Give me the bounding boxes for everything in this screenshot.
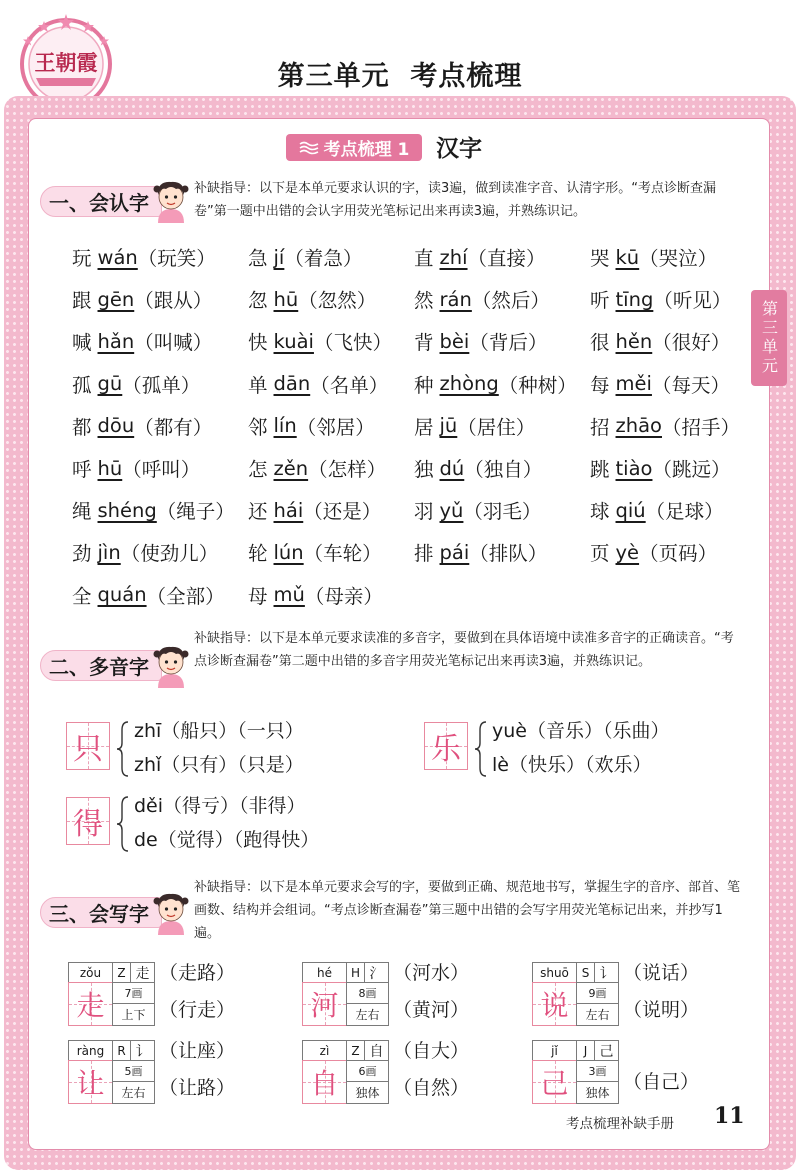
hanzi-char: 然 (414, 289, 434, 313)
tianzige-box (68, 1060, 113, 1104)
brace (116, 720, 130, 778)
example-word: （自大） (393, 1040, 470, 1062)
card-structure: 上下 (112, 1003, 155, 1026)
example-word: （邻居） (296, 415, 375, 439)
pinyin: wán (97, 245, 138, 269)
example-word: （母亲） (304, 584, 383, 608)
pinyin: lún (273, 540, 304, 564)
card-pinyin: hé (302, 962, 347, 983)
hanzi-char: 每 (590, 373, 610, 397)
polyphone-group (66, 795, 366, 855)
logo-text: 王朝霞 (34, 51, 98, 75)
recognize-char-grid (66, 236, 770, 616)
pinyin: jìn (97, 540, 121, 564)
pinyin: hǎn (97, 329, 135, 353)
hanzi-char: 怎 (248, 458, 268, 482)
example-word: （排队） (469, 542, 548, 566)
guide-text-recognize: 补缺指导：以下是本单元要求认识的字，读3遍，做到读准字音、认清字形。“考点诊断查漏卷”第一题中出错的会认字用荧光笔标记出来再读3遍，并熟练识记。 (194, 181, 717, 219)
write-char-card (532, 1040, 722, 1104)
pinyin: qiú (615, 498, 646, 522)
hanzi-char: 孤 (72, 373, 92, 397)
hanzi-char: 忽 (248, 289, 268, 313)
example-word: （羽毛） (463, 500, 542, 524)
kid-face-icon (150, 177, 192, 225)
pinyin: jí (273, 245, 285, 269)
hanzi-char: 种 (414, 373, 434, 397)
example-word: （每天） (651, 373, 730, 397)
pinyin: gū (97, 372, 123, 396)
pinyin: mǔ (273, 583, 305, 607)
pinyin: bèi (439, 329, 470, 353)
char-entry (584, 447, 764, 489)
hanzi-char: 跳 (590, 458, 610, 482)
hanzi-char: 母 (248, 584, 268, 608)
card-structure: 左右 (346, 1003, 389, 1026)
card-initial-letter: S (576, 962, 595, 983)
brace (474, 720, 488, 778)
char-entry (66, 320, 242, 362)
char-entry (584, 363, 764, 405)
section-heading-write: 三、会写字 (40, 897, 162, 928)
pinyin: zhāo (615, 414, 662, 438)
tianzige-box (424, 722, 468, 770)
pinyin: rán (439, 287, 472, 311)
hanzi-char: 居 (414, 415, 434, 439)
hanzi-char: 劲 (72, 542, 92, 566)
card-stroke-count: 3画 (576, 1060, 619, 1082)
polyphone-char: 只 (73, 732, 103, 767)
write-char-card (302, 962, 492, 1026)
char-entry (242, 489, 408, 531)
char-entry (584, 531, 764, 573)
example-word: （背后） (469, 331, 548, 355)
kid-illustration (150, 642, 192, 690)
card-pinyin: shuō (532, 962, 577, 983)
kid-illustration (150, 889, 192, 937)
char-entry (66, 405, 242, 447)
pinyin: zhí (439, 245, 468, 269)
char-entry (66, 531, 242, 573)
example-word: （着急） (284, 247, 363, 271)
example-word: （招手） (662, 415, 741, 439)
char-entry (66, 574, 242, 616)
pinyin: zhòng (439, 372, 499, 396)
pinyin: hū (97, 456, 123, 480)
write-char-card (302, 1040, 492, 1104)
hanzi-char: 哭 (590, 247, 610, 271)
card-structure: 独体 (576, 1081, 619, 1104)
pinyin: gēn (97, 287, 135, 311)
tianzige-box (302, 982, 347, 1026)
hanzi-char: 喊 (72, 331, 92, 355)
card-structure: 左右 (112, 1081, 155, 1104)
brace-icon (474, 720, 488, 778)
brace (116, 795, 130, 853)
char-entry (242, 320, 408, 362)
example-word: （呼叫） (122, 458, 201, 482)
reading-line (134, 793, 306, 819)
section-banner (286, 134, 422, 161)
kid-illustration (150, 177, 192, 225)
card-pinyin: zǒu (68, 962, 113, 983)
hanzi-char: 背 (414, 331, 434, 355)
pinyin: dōu (97, 414, 135, 438)
pinyin: shéng (97, 498, 157, 522)
hanzi-char: 都 (72, 415, 92, 439)
hanzi-char: 急 (248, 247, 268, 271)
char-entry (242, 278, 408, 320)
card-initial-letter: Z (112, 962, 131, 983)
example-word: （都有） (134, 415, 213, 439)
pinyin: měi (615, 372, 652, 396)
guide-text-write: 补缺指导：以下是本单元要求会写的字，要做到正确、规范地书写，掌握生字的音序、部首、笔画数、结构并会组词。“考点诊断查漏卷”第三题中出错的会写字用荧光笔标记出来，并抄写1遍。 (194, 880, 741, 941)
example-word: （怎样） (308, 458, 387, 482)
card-char: 让 (76, 1067, 105, 1100)
card-pinyin: jǐ (532, 1040, 577, 1061)
example-word: （让路） (159, 1077, 236, 1099)
hanzi-char: 羽 (414, 500, 434, 524)
char-entry (408, 278, 584, 320)
card-char: 走 (76, 989, 105, 1022)
char-entry (242, 574, 408, 616)
hanzi-char: 绳 (72, 500, 92, 524)
hanzi-char: 全 (72, 584, 92, 608)
reading-line (492, 752, 651, 778)
write-char-card (68, 1040, 258, 1104)
page-title: 第三单元 考点梳理 (277, 61, 523, 92)
pinyin: tīng (615, 287, 654, 311)
write-char-card (68, 962, 258, 1026)
pinyin: hū (273, 287, 299, 311)
pinyin: dú (439, 456, 465, 480)
example-word: （很好） (652, 331, 731, 355)
char-entry (408, 320, 584, 362)
pinyin: zhǐ (134, 754, 162, 776)
card-radical: 己 (594, 1040, 619, 1061)
page-number: 11 (714, 1103, 745, 1129)
char-entry (408, 363, 584, 405)
card-pinyin: zì (302, 1040, 347, 1061)
pinyin: yè (615, 540, 640, 564)
kid-face-icon (150, 889, 192, 937)
hanzi-char: 邻 (248, 415, 268, 439)
example-word: （河水） (393, 962, 470, 984)
card-initial-letter: H (346, 962, 365, 983)
card-stroke-count: 7画 (112, 982, 155, 1004)
example-word: （足球） (645, 500, 724, 524)
pinyin: dān (273, 372, 311, 396)
example-word: （走路） (159, 962, 236, 984)
hanzi-char: 球 (590, 500, 610, 524)
example-words: （只有）（只是） (161, 754, 304, 776)
reading-line (134, 827, 319, 853)
example-word: （自然） (393, 1077, 470, 1099)
char-entry (584, 489, 764, 531)
hanzi-char: 招 (590, 415, 610, 439)
section-heading-recognize: 一、会认字 (40, 186, 162, 217)
card-structure: 左右 (576, 1003, 619, 1026)
footer-book-title: 考点梳理补缺手册 (566, 1116, 674, 1132)
tianzige-box (532, 1060, 577, 1104)
pinyin: děi (134, 795, 164, 817)
example-word: （还是） (303, 500, 382, 524)
hanzi-char: 轮 (248, 542, 268, 566)
card-pinyin: ràng (68, 1040, 113, 1061)
guide-text-polyphone: 补缺指导：以下是本单元要求读准的多音字，要做到在具体语境中读准多音字的正确读音。“考点诊断查漏卷”第二题中出错的多音字用荧光笔标记出来再读3遍，并熟练识记。 (194, 631, 734, 669)
card-initial-letter: Z (346, 1040, 365, 1061)
example-word: （跳远） (652, 458, 731, 482)
pinyin: lín (273, 414, 297, 438)
pinyin: jū (439, 414, 458, 438)
example-word: （哭泣） (639, 247, 718, 271)
char-entry (408, 531, 584, 573)
char-entry (242, 447, 408, 489)
hanzi-char: 还 (248, 500, 268, 524)
card-char: 自 (310, 1067, 339, 1100)
card-radical: 讠 (594, 962, 619, 983)
pinyin: hěn (615, 329, 653, 353)
example-words: （觉得）（跑得快） (157, 829, 320, 851)
hanzi-char: 页 (590, 542, 610, 566)
card-radical: 讠 (130, 1040, 155, 1061)
example-word: （行走） (159, 999, 236, 1021)
char-entry (242, 363, 408, 405)
card-stroke-count: 8画 (346, 982, 389, 1004)
char-entry (408, 489, 584, 531)
card-stroke-count: 5画 (112, 1060, 155, 1082)
pinyin: zěn (273, 456, 309, 480)
reading-line (492, 718, 670, 744)
brace-icon (116, 795, 130, 853)
pinyin: pái (439, 540, 470, 564)
example-word: （页码） (639, 542, 718, 566)
pinyin: hái (273, 498, 304, 522)
hanzi-char: 独 (414, 458, 434, 482)
hanzi-char: 玩 (72, 247, 92, 271)
tianzige-box (66, 722, 110, 770)
example-words: （音乐）（乐曲） (526, 720, 670, 742)
card-char: 说 (540, 989, 569, 1022)
example-word: （绳子） (156, 500, 235, 524)
example-word: （听见） (653, 289, 732, 313)
wave-icon (299, 141, 319, 155)
reading-line (134, 718, 304, 744)
card-stroke-count: 9画 (576, 982, 619, 1004)
pinyin: kū (615, 245, 640, 269)
pinyin: yuè (492, 720, 527, 742)
hanzi-char: 快 (248, 331, 268, 355)
example-word: （直接） (467, 247, 546, 271)
example-word: （叫喊） (134, 331, 213, 355)
example-words: （快乐）（欢乐） (508, 754, 652, 776)
char-entry (66, 236, 242, 278)
hanzi-char: 排 (414, 542, 434, 566)
pinyin: yǔ (439, 498, 464, 522)
char-entry (66, 278, 242, 320)
section-heading-polyphone: 二、多音字 (40, 650, 162, 681)
polyphone-char: 得 (73, 807, 103, 842)
example-word: （说话） (623, 962, 700, 984)
example-word: （居住） (457, 415, 536, 439)
hanzi-char: 单 (248, 373, 268, 397)
example-word: （玩笑） (137, 247, 216, 271)
example-word: （飞快） (313, 331, 392, 355)
reading-line (134, 752, 304, 778)
pinyin: kuài (273, 329, 314, 353)
card-radical: 走 (130, 962, 155, 983)
card-radical: 氵 (364, 962, 389, 983)
kid-face-icon (150, 642, 192, 690)
example-word: （说明） (623, 999, 700, 1021)
tianzige-box (68, 982, 113, 1026)
hanzi-char: 听 (590, 289, 610, 313)
char-entry (584, 320, 764, 362)
example-word: （跟从） (134, 289, 213, 313)
banner-title: 汉字 (436, 136, 482, 162)
card-structure: 独体 (346, 1081, 389, 1104)
example-word: （让座） (159, 1040, 236, 1062)
char-entry (584, 405, 764, 447)
char-entry (242, 236, 408, 278)
tianzige-box (302, 1060, 347, 1104)
tianzige-box (66, 797, 110, 845)
pinyin: tiào (615, 456, 653, 480)
char-entry (408, 447, 584, 489)
card-initial-letter: J (576, 1040, 595, 1061)
card-radical: 自 (364, 1040, 389, 1061)
example-word: （自己） (623, 1071, 700, 1093)
hanzi-char: 跟 (72, 289, 92, 313)
char-entry (242, 531, 408, 573)
example-word: （忽然） (298, 289, 377, 313)
char-entry (584, 278, 764, 320)
char-entry (408, 405, 584, 447)
hanzi-char: 呼 (72, 458, 92, 482)
pinyin: lè (492, 754, 509, 776)
pinyin: quán (97, 583, 147, 607)
char-entry (66, 489, 242, 531)
card-char: 河 (310, 989, 339, 1022)
banner-tag: 考点梳理 1 (323, 140, 410, 160)
char-entry (584, 236, 764, 278)
example-word: （然后） (471, 289, 550, 313)
example-word: （黄河） (393, 999, 470, 1021)
example-word: （种树） (498, 373, 577, 397)
example-word: （全部） (146, 584, 225, 608)
char-entry (408, 236, 584, 278)
pinyin: zhī (134, 720, 162, 742)
example-words: （船只）（一只） (161, 720, 304, 742)
char-entry (66, 363, 242, 405)
char-entry (242, 405, 408, 447)
example-word: （名单） (310, 373, 389, 397)
polyphone-group (424, 720, 724, 780)
polyphone-group (66, 720, 366, 780)
tianzige-box (532, 982, 577, 1026)
polyphone-char: 乐 (431, 732, 461, 767)
card-initial-letter: R (112, 1040, 131, 1061)
char-entry (66, 447, 242, 489)
example-word: （使劲儿） (120, 542, 219, 566)
brace-icon (116, 720, 130, 778)
card-stroke-count: 6画 (346, 1060, 389, 1082)
hanzi-char: 直 (414, 247, 434, 271)
unit-side-tab: 第三单元 (751, 290, 787, 386)
example-word: （车轮） (303, 542, 382, 566)
example-word: （孤单） (122, 373, 201, 397)
example-word: （独自） (464, 458, 543, 482)
example-words: （得亏）（非得） (163, 795, 306, 817)
hanzi-char: 很 (590, 331, 610, 355)
pinyin: de (134, 829, 158, 851)
card-char: 己 (540, 1067, 569, 1100)
write-char-card (532, 962, 722, 1026)
